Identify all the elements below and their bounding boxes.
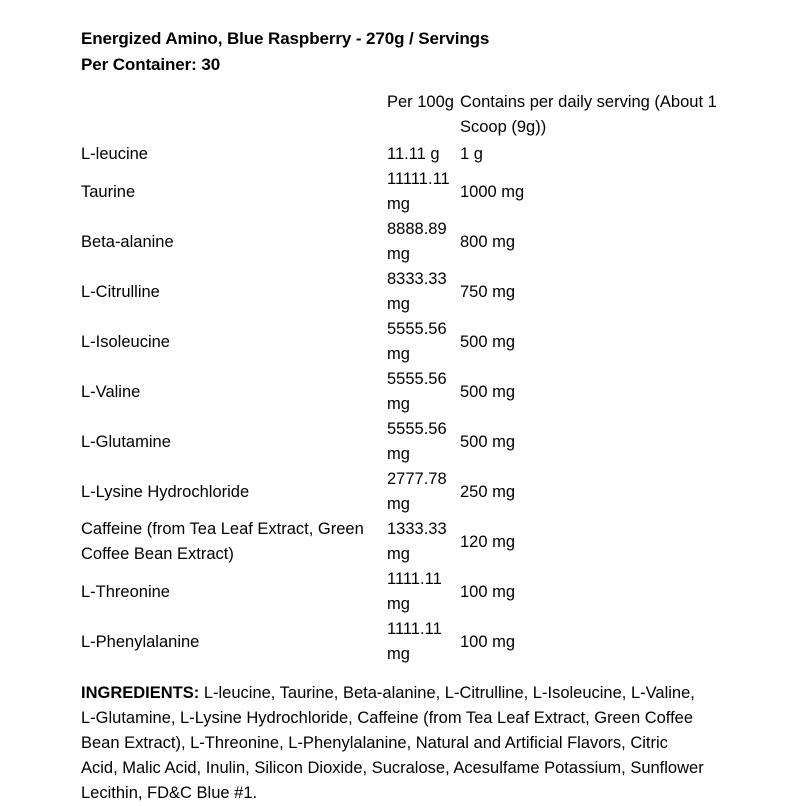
cell-per-100g: 5555.56 mg <box>387 420 447 463</box>
cell-ingredient-name: L-Phenylalanine <box>81 632 200 651</box>
table-row <box>81 517 730 567</box>
cell-per-100g: 11111.11 mg <box>387 170 450 213</box>
cell-per-serving: 750 mg <box>460 282 516 301</box>
cell-per-100g: 5555.56 mg <box>387 370 447 413</box>
cell-per-100g: 1111.11 mg <box>387 570 442 613</box>
cell-ingredient-name: L-Lysine Hydrochloride <box>81 482 250 501</box>
cell-per-serving: 250 mg <box>460 482 516 501</box>
cell-ingredient-name: L-Glutamine <box>81 432 171 451</box>
table-row <box>81 617 730 667</box>
table-row <box>81 417 730 467</box>
cell-per-serving: 500 mg <box>460 382 516 401</box>
cell-per-serving: 120 mg <box>460 532 516 551</box>
cell-ingredient-name: L-Threonine <box>81 582 170 601</box>
page-title: Energized Amino, Blue Raspberry - 270g / Servings Per Container: 30 <box>81 29 490 74</box>
nutrition-table <box>81 90 730 667</box>
cell-ingredient-name: L-Isoleucine <box>81 332 170 351</box>
cell-per-100g: 8888.89 mg <box>387 220 447 263</box>
cell-per-100g: 2777.78 mg <box>387 470 447 513</box>
cell-ingredient-name: L-leucine <box>81 145 148 163</box>
cell-per-serving: 100 mg <box>460 582 516 601</box>
cell-per-serving: 100 mg <box>460 632 516 651</box>
table-body <box>81 142 730 667</box>
cell-per-serving: 500 mg <box>460 332 516 351</box>
cell-ingredient-name: Beta-alanine <box>81 232 174 251</box>
cell-per-100g: 11.11 g <box>387 145 440 163</box>
ingredients-paragraph <box>81 681 706 806</box>
cell-ingredient-name: L-Citrulline <box>81 282 160 301</box>
cell-per-100g: 1333.33 mg <box>387 520 447 563</box>
table-row <box>81 267 730 317</box>
cell-per-100g: 5555.56 mg <box>387 320 447 363</box>
table-row <box>81 167 730 217</box>
cell-ingredient-name: Taurine <box>81 182 136 201</box>
table-header-row <box>81 90 730 142</box>
table-row <box>81 217 730 267</box>
ingredients-text: L-leucine, Taurine, Beta-alanine, L-Citrulline, L-Isoleucine, L-Valine, L-Glutamine, L-Lysine Hydrochloride, Caffeine (from Tea Leaf Extract, Green Coffee Bean Extract), L-Threonine, L-Phenylalanine, Natural and Artificial Flavors, Citric Acid, Malic Acid, Inulin, Silicon Dioxide, Sucralose, Acesulfame Potassium, Sunflower Lecithin, FD&C Blue #1. <box>81 684 704 802</box>
column-header-name <box>81 90 387 142</box>
table-row <box>81 567 730 617</box>
column-header-per-serving: Contains per daily serving (About 1 Scoop (9g)) <box>460 93 717 136</box>
cell-ingredient-name: Caffeine (from Tea Leaf Extract, Green Coffee Bean Extract) <box>81 520 364 563</box>
cell-ingredient-name: L-Valine <box>81 382 141 401</box>
column-header-per-100g: Per 100g <box>387 93 454 111</box>
cell-per-serving: 1 g <box>460 145 483 163</box>
table-row <box>81 317 730 367</box>
ingredients-label: INGREDIENTS: <box>81 684 200 702</box>
cell-per-100g: 8333.33 mg <box>387 270 447 313</box>
table-header <box>81 90 730 142</box>
cell-per-serving: 500 mg <box>460 432 516 451</box>
table-row <box>81 367 730 417</box>
table-row <box>81 142 730 167</box>
cell-per-100g: 1111.11 mg <box>387 620 442 663</box>
table-row <box>81 467 730 517</box>
cell-per-serving: 1000 mg <box>460 182 525 201</box>
cell-per-serving: 800 mg <box>460 232 516 251</box>
